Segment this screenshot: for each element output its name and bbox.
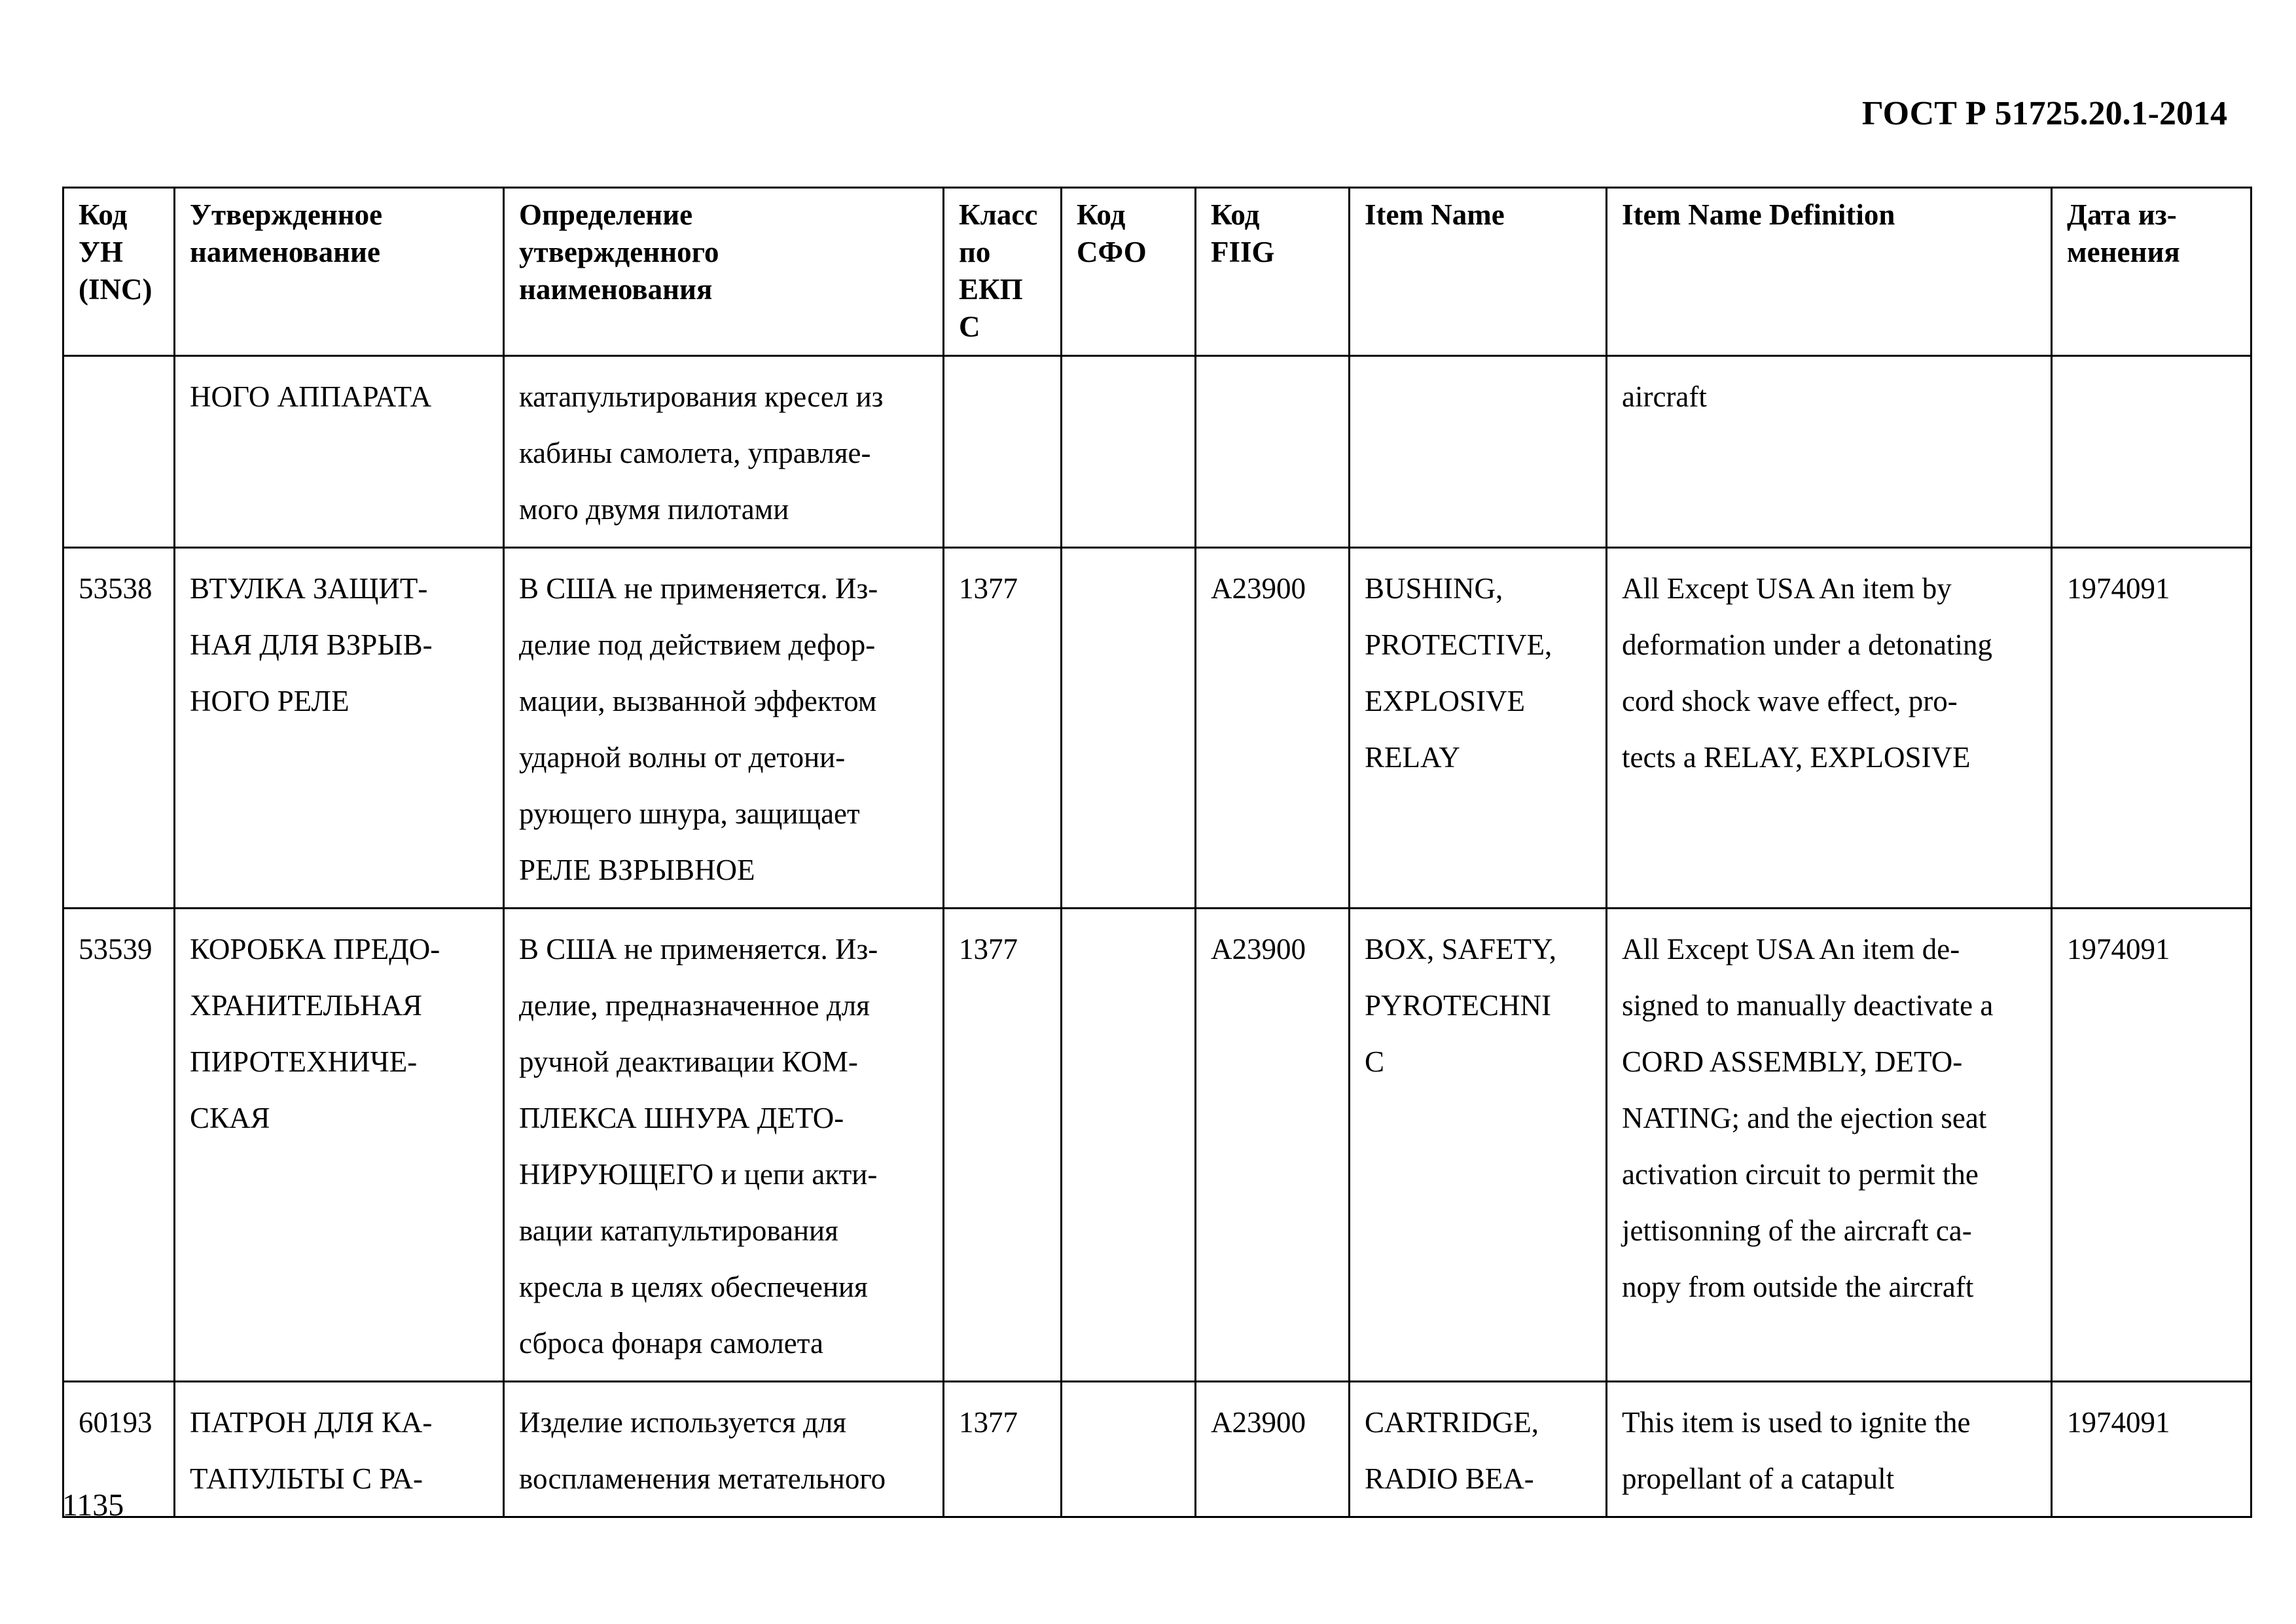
cell-item-name-definition: This item is used to ignite the propellant of a catapult: [1607, 1382, 2052, 1517]
document-code: ГОСТ Р 51725.20.1-2014: [1861, 95, 2227, 132]
cell-approved-name: НОГО АППАРАТА: [175, 356, 504, 548]
cell-item-name: BUSHING, PROTECTIVE, EXPLOSIVE RELAY: [1350, 548, 1607, 909]
cell-approved-name: ВТУЛКА ЗАЩИТ- НАЯ ДЛЯ ВЗРЫВ- НОГО РЕЛЕ: [175, 548, 504, 909]
cell-inc: [63, 356, 175, 548]
cell-class: 1377: [944, 1382, 1062, 1517]
cell-sfo: [1062, 548, 1196, 909]
cell-item-name-definition: All Except USA An item de- signed to manually deactivate a CORD ASSEMBLY, DETO- NATING; and the ejection seat activation circuit to permit the jettisonning of the aircraft ca- nopy from outside the aircraft: [1607, 909, 2052, 1382]
catalog-table: [62, 187, 2252, 1518]
cell-inc: 53539: [63, 909, 175, 1382]
col-header-item-name: Item Name: [1350, 188, 1607, 356]
col-header-sfo: Код СФО: [1062, 188, 1196, 356]
cell-name-definition: В США не применяется. Из- делие под действием дефор- мации, вызванной эффектом ударной волны от детони- рующего шнура, защищает РЕЛЕ ВЗРЫВНОЕ: [504, 548, 944, 909]
cell-item-name: [1350, 356, 1607, 548]
cell-sfo: [1062, 909, 1196, 1382]
cell-change-date: 1974091: [2052, 548, 2251, 909]
cell-fiig: A23900: [1196, 548, 1350, 909]
cell-inc: 60193: [63, 1382, 175, 1517]
cell-class: [944, 356, 1062, 548]
col-header-approved-name: Утвержденное наименование: [175, 188, 504, 356]
table-row: [63, 909, 2251, 1382]
page-number: 1135: [62, 1488, 124, 1523]
cell-change-date: [2052, 356, 2251, 548]
col-header-item-name-definition: Item Name Definition: [1607, 188, 2052, 356]
cell-sfo: [1062, 1382, 1196, 1517]
cell-fiig: [1196, 356, 1350, 548]
table-row: [63, 356, 2251, 548]
cell-name-definition: В США не применяется. Из- делие, предназначенное для ручной деактивации КОМ- ПЛЕКСА ШНУРА ДЕТО- НИРУЮЩЕГО и цепи акти- вации катапультирования кресла в целях обеспечения сброса фонаря самолета: [504, 909, 944, 1382]
col-header-inc: Код УН (INC): [63, 188, 175, 356]
table-header-row: [63, 188, 2251, 356]
cell-class: 1377: [944, 909, 1062, 1382]
cell-change-date: 1974091: [2052, 909, 2251, 1382]
col-header-fiig: Код FIIG: [1196, 188, 1350, 356]
col-header-change-date: Дата из- менения: [2052, 188, 2251, 356]
col-header-class: Класс по ЕКП С: [944, 188, 1062, 356]
col-header-name-definition: Определение утвержденного наименования: [504, 188, 944, 356]
table-row: [63, 1382, 2251, 1517]
cell-name-definition: катапультирования кресел из кабины самолета, управляе- мого двумя пилотами: [504, 356, 944, 548]
cell-item-name: BOX, SAFETY, PYROTECHNI C: [1350, 909, 1607, 1382]
cell-approved-name: КОРОБКА ПРЕДО- ХРАНИТЕЛЬНАЯ ПИРОТЕХНИЧЕ- СКАЯ: [175, 909, 504, 1382]
cell-item-name: CARTRIDGE, RADIO BEA-: [1350, 1382, 1607, 1517]
table-row: [63, 548, 2251, 909]
cell-item-name-definition: All Except USA An item by deformation under a detonating cord shock wave effect, pro- tects a RELAY, EXPLOSIVE: [1607, 548, 2052, 909]
cell-change-date: 1974091: [2052, 1382, 2251, 1517]
cell-name-definition: Изделие используется для воспламенения метательного: [504, 1382, 944, 1517]
cell-approved-name: ПАТРОН ДЛЯ КА- ТАПУЛЬТЫ С РА-: [175, 1382, 504, 1517]
cell-fiig: A23900: [1196, 1382, 1350, 1517]
cell-item-name-definition: aircraft: [1607, 356, 2052, 548]
cell-sfo: [1062, 356, 1196, 548]
cell-fiig: A23900: [1196, 909, 1350, 1382]
cell-class: 1377: [944, 548, 1062, 909]
cell-inc: 53538: [63, 548, 175, 909]
